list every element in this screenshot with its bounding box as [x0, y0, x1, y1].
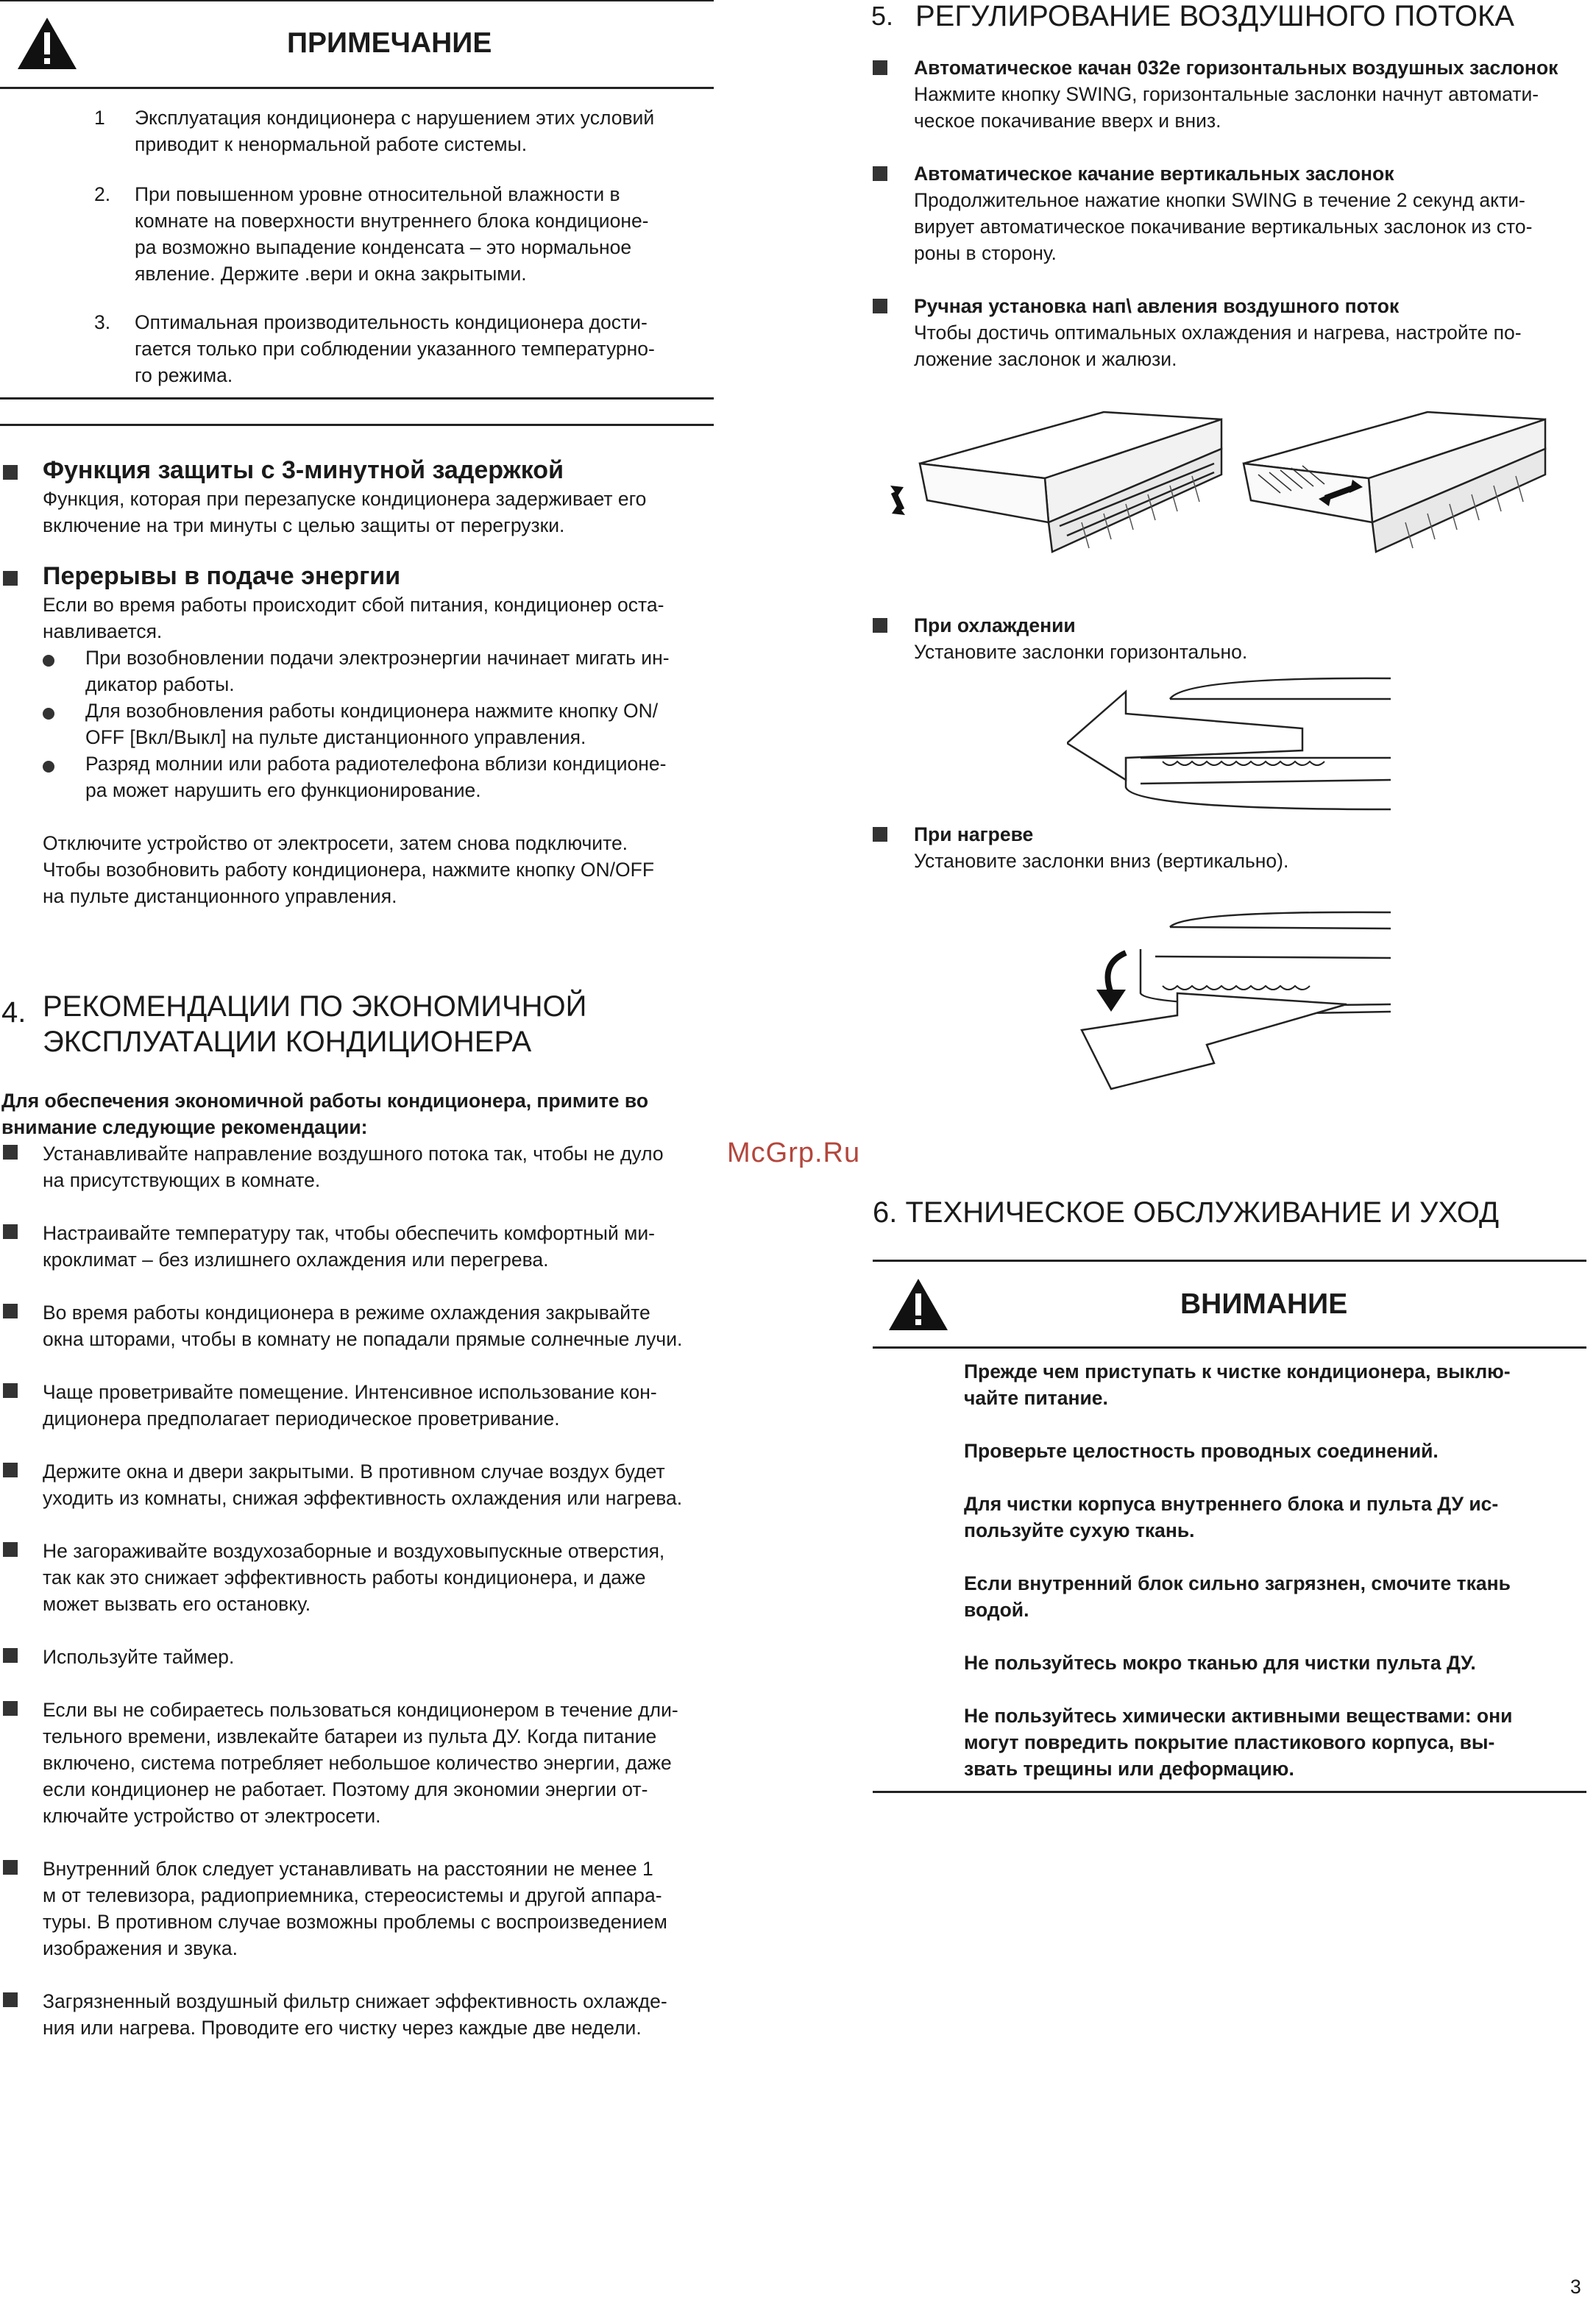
watermark: McGrp.Ru — [727, 1137, 861, 1168]
manual-heading: Ручная установка нап\ авления воздушного поток — [914, 295, 1400, 317]
note-item-3: Оптимальная производительность кондиционера дости- гается только при соблюдении указанного температурно- го режима. — [135, 311, 655, 386]
swing-horizontal-heading: Автоматическое качан 032е горизонтальных воздушных заслонок — [914, 57, 1558, 79]
swing-vertical-heading: Автоматическое качание вертикальных заслонок — [914, 163, 1394, 185]
warning-para-2: Проверьте целостность проводных соединений. — [964, 1440, 1439, 1462]
warning-para-4: Если внутренний блок сильно загрязнен, смочите ткань водой. — [964, 1572, 1511, 1621]
power-outro: Отключите устройство от электросети, затем снова подключите. Чтобы возобновить работу кондиционера, нажмите кнопку ON/OFF на пульте дистанционного управления. — [43, 832, 655, 907]
section4-title: РЕКОМЕНДАЦИИ ПО ЭКОНОМИЧНОЙ ЭКСПЛУАТАЦИИ КОНДИЦИОНЕРА — [43, 990, 587, 1058]
warning-icon — [16, 16, 78, 71]
swing-horizontal-text: Нажмите кнопку SWING, горизонтальные заслонки начнут автомати- ческое покачивание вверх и вниз. — [914, 83, 1539, 132]
warning-para-6: Не пользуйтесь химически активными веществами: они могут повредить покрытие пластикового корпуса, вы- звать трещины или деформацию. — [964, 1705, 1513, 1780]
note-title: ПРИМЕЧАНИЕ — [287, 27, 492, 59]
warning-para-3: Для чистки корпуса внутреннего блока и пульта ДУ ис- пользуйте сухую ткань. — [964, 1493, 1499, 1541]
note-item-1: Эксплуатация кондиционера с нарушением этих условий приводит к ненормальной работе системы. — [135, 107, 655, 155]
warning-icon — [887, 1277, 949, 1332]
eco-item-5: Держите окна и двери закрытыми. В противном случае воздух будет уходить из комнаты, снижая эффективность охлаждения или нагрева. — [43, 1460, 683, 1509]
eco-item-2: Настраивайте температуру так, чтобы обеспечить комфортный ми- кроклимат – без излишнего охлаждения или перегрева. — [43, 1222, 655, 1271]
note-item-2: При повышенном уровне относительной влажности в комнате на поверхности внутреннего блока кондиционе- ра возможно выпадение конденсата – это нормальное явление. Держите .вери и окна закрытыми. — [135, 183, 649, 285]
eco-item-1: Устанавливайте направление воздушного потока так, чтобы не дуло на присутствующих в комнате. — [43, 1143, 664, 1191]
delay-heading: Функция защиты с 3-минутной задержкой — [43, 456, 564, 484]
section4-intro: Для обеспечения экономичной работы кондиционера, примите во внимание следующие рекомендации: — [1, 1090, 649, 1138]
cooling-heading: При охлаждении — [914, 614, 1076, 636]
section5-num: 5. — [871, 1, 894, 31]
section5-title: РЕГУЛИРОВАНИЕ ВОЗДУШНОГО ПОТОКА — [915, 0, 1514, 32]
note-item-3-num: 3. — [94, 311, 111, 333]
eco-item-4: Чаще проветривайте помещение. Интенсивное использование кон- диционера предполагает периодическое проветривание. — [43, 1381, 657, 1430]
ac-swing-illustration — [868, 405, 1560, 574]
power-heading: Перерывы в подаче энергии — [43, 562, 401, 590]
delay-text: Функция, которая при перезапуске кондиционера задерживает его включение на три минуты с целью защиты от перегрузки. — [43, 488, 647, 536]
power-bullet-2: Для возобновления работы кондиционера нажмите кнопку ON/ OFF [Вкл/Выкл] на пульте дистанционного управления. — [85, 700, 659, 748]
section4-num: 4. — [1, 996, 26, 1029]
warning-title: ВНИМАНИЕ — [1180, 1288, 1348, 1320]
page-number: 3 — [1570, 2276, 1581, 2298]
section6-title: 6. ТЕХНИЧЕСКОЕ ОБСЛУЖИВАНИЕ И УХОД — [873, 1196, 1500, 1229]
note-item-1-num: 1 — [94, 107, 105, 129]
warning-para-5: Не пользуйтесь мокро тканью для чистки пульта ДУ. — [964, 1652, 1476, 1674]
eco-item-9: Внутренний блок следует устанавливать на расстоянии не менее 1 м от телевизора, радиоприемника, стереосистемы и другой аппара- туры. В противном случае возможны проблемы с воспроизведением изображения и звука. — [43, 1858, 667, 1959]
eco-item-10: Загрязненный воздушный фильтр снижает эффективность охлажде- ния или нагрева. Проводите его чистку через каждые две недели. — [43, 1990, 667, 2039]
eco-item-3: Во время работы кондиционера в режиме охлаждения закрывайте окна шторами, чтобы в комнату не попадали прямые солнечные лучи. — [43, 1302, 683, 1350]
power-intro: Если во время работы происходит сбой питания, кондиционер оста- навливается. — [43, 594, 664, 642]
power-bullet-1: При возобновлении подачи электроэнергии начинает мигать ин- дикатор работы. — [85, 647, 670, 695]
cooling-text: Установите заслонки горизонтально. — [914, 641, 1248, 663]
swing-vertical-text: Продолжительное нажатие кнопки SWING в течение 2 секунд акти- вирует автоматическое покачивание вертикальных заслонок из сто- роны в сторону. — [914, 189, 1533, 264]
heating-text: Установите заслонки вниз (вертикально). — [914, 850, 1289, 872]
heating-heading: При нагреве — [914, 823, 1034, 845]
eco-item-7: Используйте таймер. — [43, 1646, 235, 1668]
warning-para-1: Прежде чем приступать к чистке кондиционера, выклю- чайте питание. — [964, 1360, 1511, 1409]
eco-item-6: Не загораживайте воздухозаборные и воздуховыпускные отверстия, так как это снижает эффективность работы кондиционера, и даже может вызвать его остановку. — [43, 1540, 665, 1615]
heating-louver-illustration — [1067, 905, 1391, 1104]
power-bullet-3: Разряд молнии или работа радиотелефона вблизи кондиционе- ра может нарушить его функционирование. — [85, 753, 667, 801]
manual-text: Чтобы достичь оптимальных охлаждения и нагрева, настройте по- ложение заслонок и жалюзи. — [914, 322, 1522, 370]
eco-item-8: Если вы не собираетесь пользоваться кондиционером в течение дли- тельного времени, извлекайте батареи из пульта ДУ. Когда питание включено, система потребляет небольшое количество энергии, даже если кондиционер не работает. Поэтому для экономии энергии от- ключайте устройство от электросети. — [43, 1699, 678, 1827]
note-item-2-num: 2. — [94, 183, 111, 205]
cooling-louver-illustration — [1067, 670, 1391, 817]
